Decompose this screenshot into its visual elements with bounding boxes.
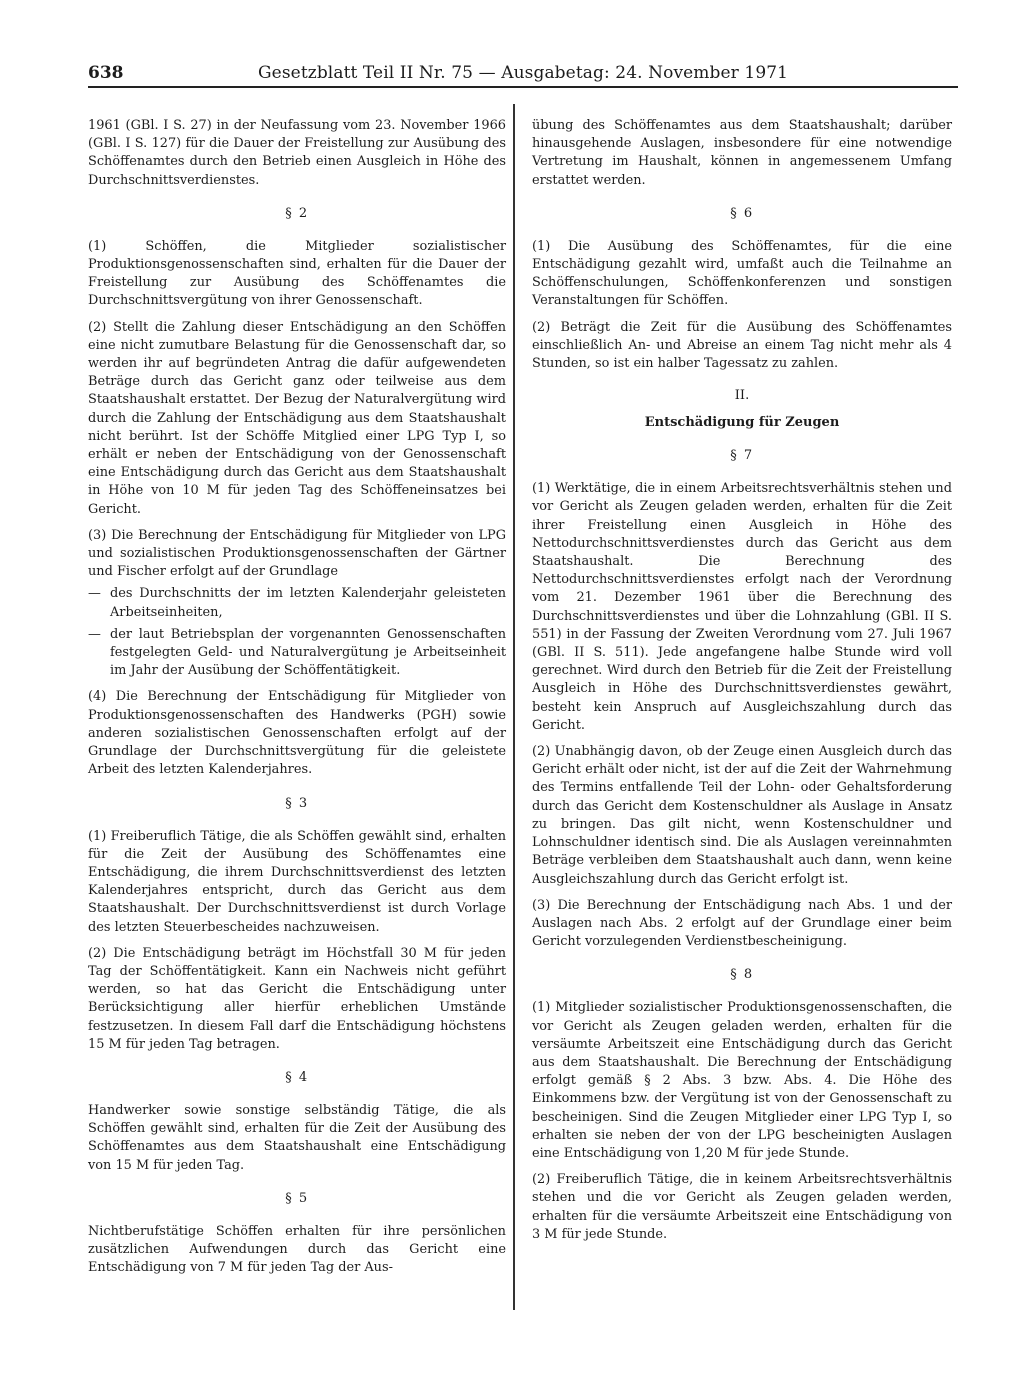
list-item [88, 585, 506, 621]
paragraph: (3) Die Berechnung der Entschädigung nach Abs. 1 und der Auslagen nach Abs. 2 erfolgt auf der Grundlage einer beim Gericht vorzulegenden Verdienstbescheinigung. [532, 897, 952, 950]
dash-marker: — [88, 586, 101, 602]
page-header [88, 62, 958, 84]
section-heading: § 4 [285, 1069, 309, 1085]
part-number: II. [734, 388, 750, 404]
paragraph: (1) Mitglieder sozialistischer Produktionsgenossenschaften, die vor Gericht als Zeugen geladen werden, erhalten für die versäumte Arbeitszeit eine Entschädigung durch das Gericht aus dem Staatshaushalt. Die Berechnung der Entschädigung erfolgt gemäß § 2 Abs. 3 bzw. Abs. 4. Die Höhe des Einkommens bzw. der Vergütung ist von der Genossenschaft zu bescheinigen. Sind die Zeugen Mitglieder einer LPG Typ I, so erhalten sie neben der von der LPG bescheinigten Auslagen eine Entschädigung von 1,20 M für jede Stunde. [532, 1000, 952, 1161]
paragraph: (4) Die Berechnung der Entschädigung für Mitglieder von Produktionsgenossenschaften des Handwerks (PGH) sowie anderen sozialistischen Genossenschaften erfolgt auf der Grundlage der Durchschnittsvergütung für die geleistete Arbeit des letzten Kalenderjahres. [88, 689, 506, 778]
paragraph: (2) Freiberuflich Tätige, die in keinem Arbeitsrechtsverhältnis stehen und die vor Gericht als Zeugen geladen werden, erhalten für die versäumte Arbeitszeit eine Entschädigung von 3 M für jede Stunde. [532, 1172, 952, 1242]
section-heading: § 7 [730, 448, 754, 464]
left-column [88, 117, 506, 1277]
paragraph: (1) Schöffen, die Mitglieder sozialistischer Produktionsgenossenschaften sind, erhalten für die Dauer der Freistellung zur Ausübung des Schöffenamtes die Durchschnittsvergütung von ihrer Genossenschaft. [88, 238, 506, 309]
paragraph: (1) Freiberuflich Tätige, die als Schöffen gewählt sind, erhalten für die Zeit der Ausübung des Schöffenamtes eine Entschädigung, die ihrem Durchschnittsverdienst des letzten Kalenderjahres entspricht, durch das Gericht aus dem Staatshaushalt. Der Durchschnittsverdienst ist durch Vorlage des letzten Steuerbescheides nachzuweisen. [88, 828, 506, 935]
paragraph: (1) Die Ausübung des Schöffenamtes, für die eine Entschädigung gezahlt wird, umfaßt auch die Teilnahme an Schöffenschulungen, Schöffenkonferenzen und sonstigen Veranstaltungen für Schöffen. [532, 238, 952, 309]
page-number: 638 [88, 63, 124, 83]
section-heading: § 6 [730, 205, 754, 221]
part-heading: Entschädigung für Zeugen [644, 415, 840, 431]
right-column [532, 117, 952, 1244]
paragraph: 1961 (GBl. I S. 27) in der Neufassung vom 23. November 1966 (GBl. I S. 127) für die Dauer der Freistellung zur Ausübung des Schöffenamtes durch den Betrieb einen Ausgleich in Höhe des Durchschnittsverdienstes. [88, 118, 506, 188]
paragraph: (3) Die Berechnung der Entschädigung für Mitglieder von LPG und sozialistischen Produktionsgenossenschaften der Gärtner und Fischer erfolgt auf der Grundlage [88, 527, 506, 580]
column-divider [513, 104, 515, 1310]
paragraph: (2) Beträgt die Zeit für die Ausübung des Schöffenamtes einschließlich An- und Abreise an einem Tag nicht mehr als 4 Stunden, so ist ein halber Tagessatz zu zahlen. [532, 319, 952, 372]
section-heading: § 5 [285, 1190, 309, 1206]
paragraph: (2) Unabhängig davon, ob der Zeuge einen Ausgleich durch das Gericht erhält oder nicht, ist der auf die Zeit der Wahrnehmung des Termins entfallende Teil der Lohn- oder Gehaltsforderung durch das Gericht dem Kostenschuldner als Auslage in Ansatz zu bringen. Das gilt nicht, wenn Kostenschuldner und Lohnschuldner identisch sind. Die als Auslagen vereinnahmten Beträge verbleiben dem Staatshaushalt auch dann, wenn keine Ausgleichszahlung durch das Gericht erfolgt ist. [532, 744, 952, 887]
list-item [88, 626, 506, 681]
paragraph: Nichtberufstätige Schöffen erhalten für ihre persönlichen zusätzlichen Aufwendungen durch das Gericht eine Entschädigung von 7 M für jeden Tag der Aus- [88, 1223, 506, 1276]
paragraph: (2) Die Entschädigung beträgt im Höchstfall 30 M für jeden Tag der Schöffentätigkeit. Kann ein Nachweis nicht geführt werden, so hat das Gericht die Entschädigung unter Berücksichtigung aller hierfür erheblichen Umstände festzusetzen. In diesem Fall darf die Entschädigung höchstens 15 M für jeden Tag betragen. [88, 945, 506, 1052]
paragraph: übung des Schöffenamtes aus dem Staatshaushalt; darüber hinausgehende Auslagen, insbesondere für eine notwendige Vertretung im Haushalt, können in angemessenem Umfang erstattet werden. [532, 118, 952, 188]
paragraph: (2) Stellt die Zahlung dieser Entschädigung an den Schöffen eine nicht zumutbare Belastung für die Genossenschaft dar, so werden ihr auf begründeten Antrag die dafür aufgewendeten Beträge durch das Gericht ganz oder teilweise aus dem Staatshaushalt erstattet. Der Bezug der Naturalvergütung wird durch die Zahlung der Entschädigung aus dem Staatshaushalt nicht berührt. Ist der Schöffe Mitglied einer LPG Typ I, so erhält er neben der Entschädigung von der Genossenschaft eine Entschädigung durch das Gericht aus dem Staatshaushalt in Höhe von 10 M für jeden Tag des Schöffeneinsatzes bei Gericht. [88, 319, 506, 517]
section-heading: § 2 [285, 205, 309, 221]
section-heading: § 8 [730, 967, 754, 983]
paragraph: Handwerker sowie sonstige selbständig Tätige, die als Schöffen gewählt sind, erhalten für die Zeit der Ausübung des Schöffenamtes aus dem Staatshaushalt eine Entschädigung von 15 M für jeden Tag. [88, 1102, 506, 1173]
dash-marker: — [88, 626, 101, 642]
section-heading: § 3 [285, 795, 309, 811]
paragraph: (1) Werktätige, die in einem Arbeitsrechtsverhältnis stehen und vor Gericht als Zeugen geladen werden, erhalten für die Zeit ihrer Freistellung einen Ausgleich in Höhe des Nettodurchschnittsverdienstes durch das Gericht aus dem Staatshaushalt. Die Berechnung des Nettodurchschnittsverdienstes erfolgt nach der Verordnung vom 21. Dezember 1961 über die Berechnung des Durchschnittsverdienstes und über die Lohnzahlung (GBl. II S. 551) in der Fassung der Zweiten Verordnung vom 27. Juli 1967 (GBl. II S. 511). Jede angefangene halbe Stunde wird voll gerechnet. Wird durch den Betrieb für die Zeit der Freistellung Ausgleich in Höhe des Durchschnittsverdienstes gewährt, besteht kein Anspruch auf Ausgleichszahlung durch das Gericht. [532, 481, 952, 733]
list-item-text: des Durchschnitts der im letzten Kalenderjahr geleisteten Arbeitseinheiten, [110, 586, 506, 620]
header-rule [88, 86, 958, 88]
list-item-text: der laut Betriebsplan der vorgenannten Genossenschaften festgelegten Geld- und Naturalvergütung je Arbeitseinheit im Jahr der Ausübung der Schöffentätigkeit. [110, 626, 506, 679]
gazette-title: Gesetzblatt Teil II Nr. 75 — Ausgabetag: 24. November 1971 [258, 63, 789, 83]
